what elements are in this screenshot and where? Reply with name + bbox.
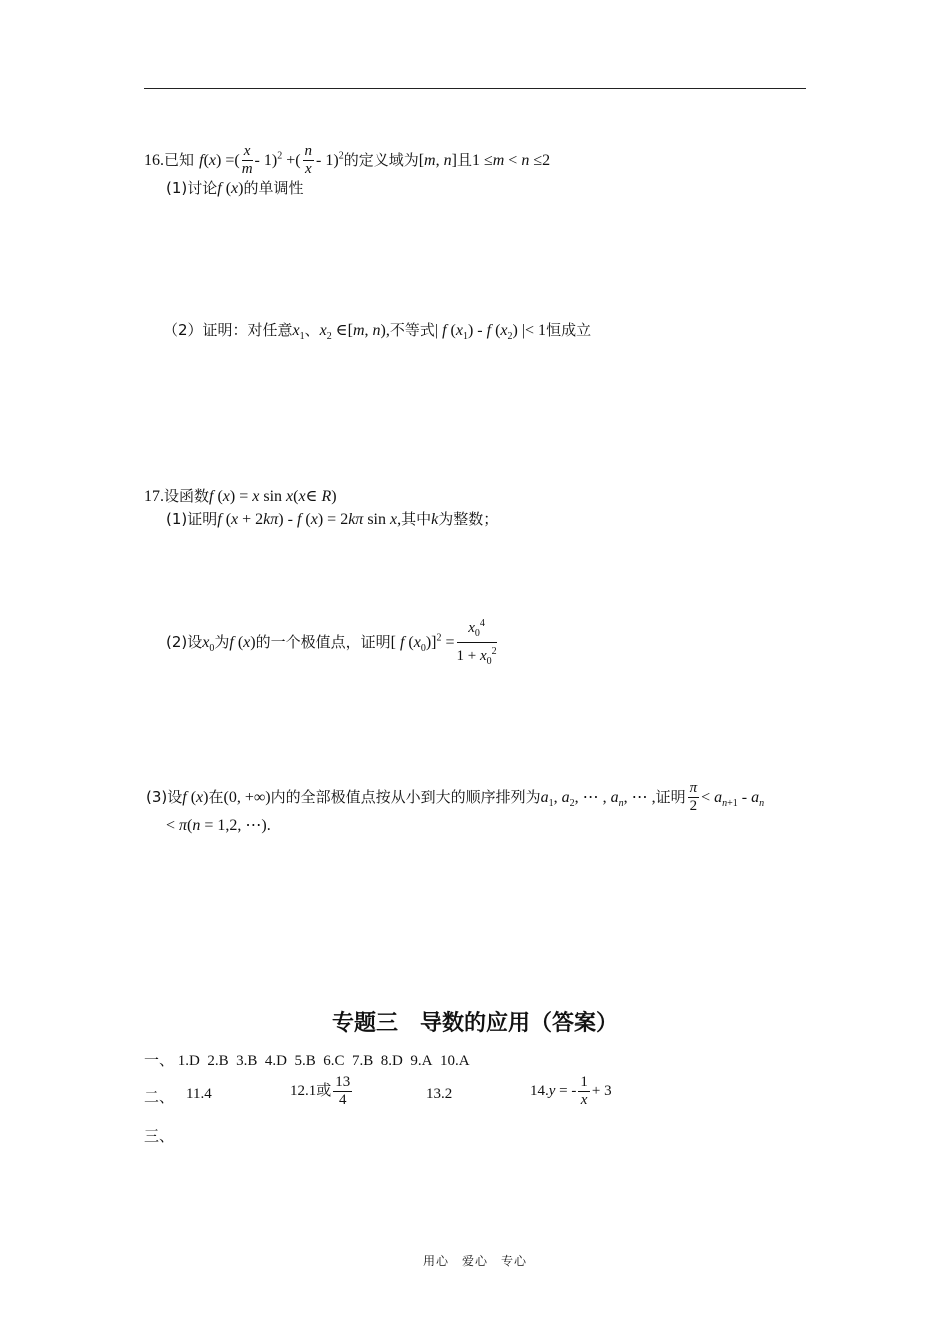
header-rule — [144, 88, 806, 89]
problem-17-part-1: (1)证明f (x + 2kπ) - f (x) = 2kπ sin x,其中k为整数； — [166, 510, 499, 528]
answer-8: 8.D — [380, 1053, 403, 1069]
fraction-x0-power: $\frac{x_0^4}{1 + x_0^2}$ — [457, 615, 497, 670]
answer-2: 2.B — [207, 1053, 229, 1069]
answers-row-choice: 一、 1.D 2.B 3.B 4.D 5.B 6.C 7.B 8.D 9.A 10.A — [144, 1051, 470, 1069]
answer-5: 5.B — [294, 1053, 316, 1069]
answer-1: 1.D — [177, 1053, 200, 1069]
answer-9: 9.A — [410, 1053, 433, 1069]
fraction-x-over-m: $\frac{x}{m}$ — [241, 143, 253, 177]
problem-16-part-2: （2）证明：对任意$x_1$、$x_2$ ∈[m, n),不等式| f $(x_1)$ - f $(x_2)$ |< 1恒成立 — [163, 321, 592, 343]
fraction-n-over-x: $\frac{n}{x}$ — [304, 143, 313, 177]
problem-16-statement: 16.已知 f(x) =( $\frac{x}{m}$ - 1)$^2$ +( $\frac{n}{x}$ - 1)$^2$的定义域为[m, n]且1 ≤m < n ≤2 — [144, 143, 551, 177]
problem-17-part-3: (3)设f (x)在(0, +∞)内的全部极值点按从小到大的顺序排列为$a_1$, $a_2$, ⋯ , $a_n$, ⋯ ,证明 $\frac{\pi}{2}$ < $a_{n+1} - a_n$ — [146, 780, 765, 814]
answer-3: 3.B — [236, 1053, 258, 1069]
answer-10: 10.A — [439, 1053, 470, 1069]
answer-13: 13.2 — [426, 1086, 453, 1102]
answer-section-title: 专题三 导数的应用（答案） — [331, 1011, 618, 1036]
answer-4: 4.D — [264, 1053, 287, 1069]
problem-16-part-1: (1)讨论f (x)的单调性 — [166, 179, 304, 197]
answer-7: 7.B — [352, 1053, 374, 1069]
answer-11: 11.4 — [186, 1086, 212, 1102]
problem-17-part-2: (2)设$x_0$为f (x)的一个极值点，证明[ f $(x_0)]^2$ = $\frac{x_0^4}{1 + x_0^2}$ — [166, 615, 499, 670]
problem-17-statement: 17.设函数f (x) = x sin x(x∈ R) — [144, 487, 337, 505]
answers-row-3-label: 三、 — [144, 1129, 175, 1145]
problem-17-part-3-cont: < π(n = 1,2, ⋯). — [166, 817, 271, 834]
answer-12: 12.1或 $\frac{13}{4}$ — [290, 1074, 351, 1108]
answer-14: 14.y = - $\frac{1}{x}$ + 3 — [530, 1074, 612, 1108]
page-footer: 用心 爱心 专心 — [422, 1254, 527, 1268]
answers-row-2-label: 二、 — [144, 1090, 175, 1106]
answer-6: 6.C — [323, 1053, 345, 1069]
fraction-pi-over-2: $\frac{\pi}{2}$ — [689, 780, 698, 814]
